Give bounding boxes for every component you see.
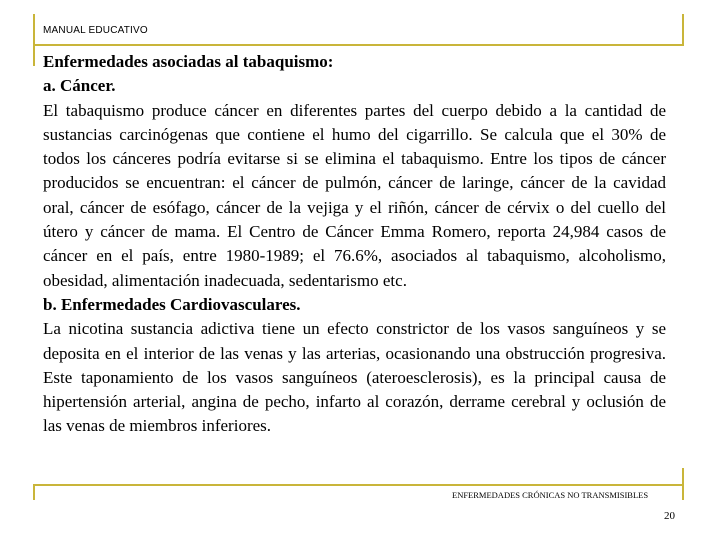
footer-rule [33,484,684,486]
footer-right-rule [682,468,684,500]
footer-left-rule [33,484,35,500]
page-number: 20 [664,510,675,522]
document-body [43,50,666,439]
header-left-rule [33,14,35,66]
section-b-heading: b. Enfermedades Cardiovasculares. [43,294,301,314]
footer-label: ENFERMEDADES CRÓNICAS NO TRANSMISIBLES [452,490,649,500]
section-a-paragraph: El tabaquismo produce cáncer en diferentes partes del cuerpo debido a la cantidad de sustancias carcinógenas que contiene el humo del cigarrillo. Se calcula que el 30% de todos los cánceres podría evitarse si se elimina el tabaquismo. Entre los tipos de cáncer producidos se encuentran: el cáncer de pulmón, cáncer de laringe, cáncer de la cavidad oral, cáncer de esófago, cáncer de la vejiga y el riñón, cáncer de cérvix o del cuello del útero y cáncer de mama. El Centro de Cáncer Emma Romero, reporta 24,984 casos de cáncer en el país, entre 1980-1989; el 76.6%, asociados al tabaquismo, alcoholismo, obesidad, alimentación inadecuada, sedentarismo etc. [43,100,666,290]
header-label: MANUAL EDUCATIVO [43,25,148,36]
header-rule [33,44,684,46]
header-right-rule [682,14,684,46]
section-a-heading: a. Cáncer. [43,76,116,96]
document-title: Enfermedades asociadas al tabaquismo: [43,52,334,71]
section-b-paragraph: La nicotina sustancia adictiva tiene un efecto constrictor de los vasos sanguíneos y se deposita en el interior de las venas y las arterias, ocasionando una obstrucción progresiva. Este taponamiento de los vasos sanguíneos (ateroesclerosis), es la principal causa de hipertensión arterial, angina de pecho, infarto al corazón, derrame cerebral y oclusión de las venas de miembros inferiores. [43,319,666,436]
